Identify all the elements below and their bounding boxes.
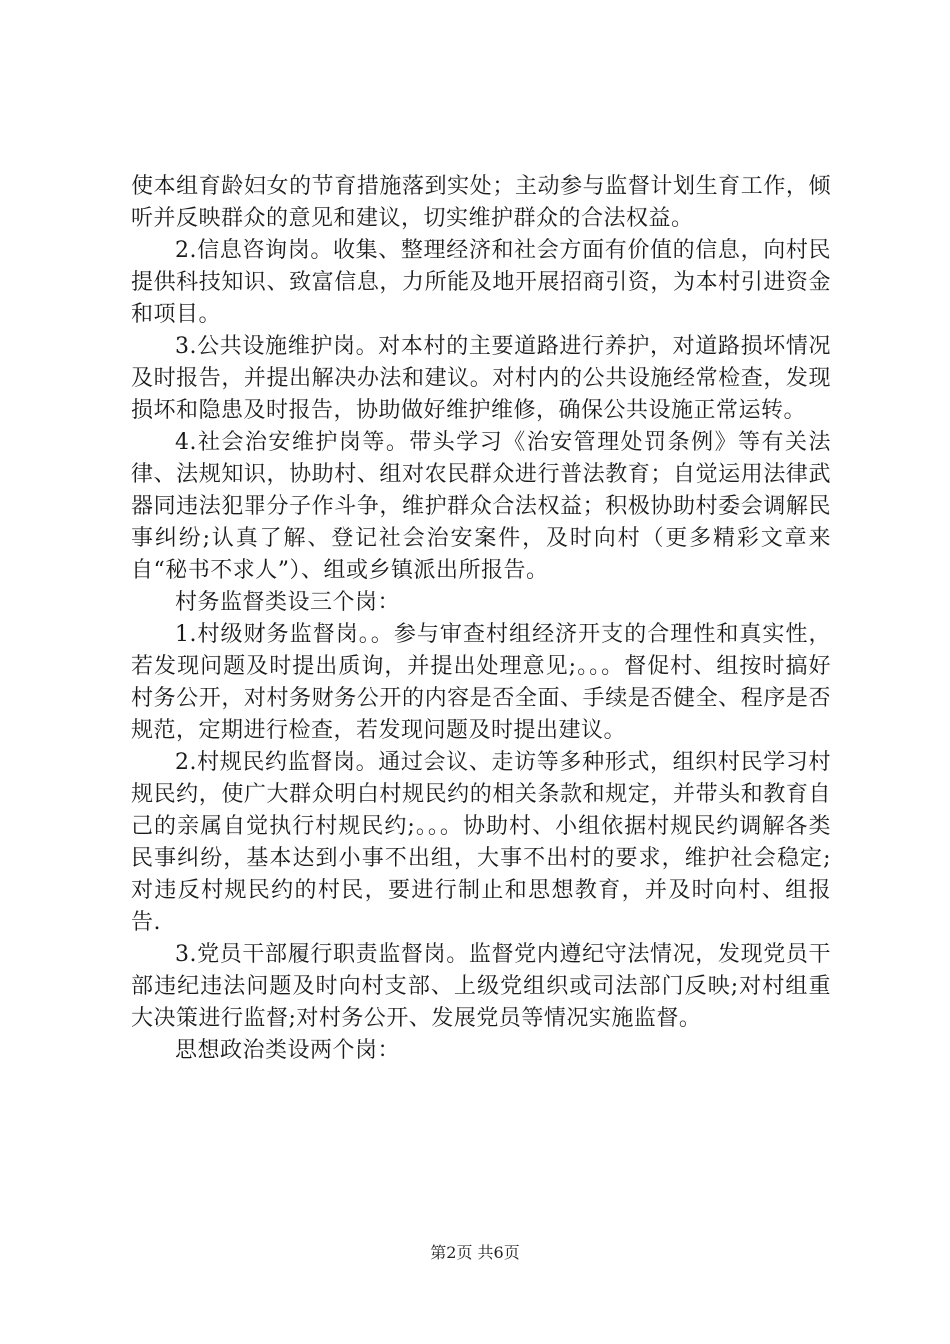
paragraph-finance-supervision-post: 1.村级财务监督岗。。参与审查村组经济开支的合理性和真实性，若发现问题及时提出质询，并提出处理意见;。。。督促村、组按时搞好村务公开，对村务财务公开的内容是否全面、手续是否健全、程序是否规范，定期进行检查，若发现问题及时提出建议。 (131, 622, 831, 743)
paragraph-info-consult-post: 2.信息咨询岗。收集、整理经济和社会方面有价值的信息，向村民提供科技知识、致富信息，力所能及地开展招商引资，为本村引进资金和项目。 (131, 238, 831, 327)
paragraph-continuation: 使本组育龄妇女的节育措施落到实处；主动参与监督计划生育工作，倾听并反映群众的意见和建议，切实维护群众的合法权益。 (131, 174, 831, 231)
paragraph-public-facility-post: 3.公共设施维护岗。对本村的主要道路进行养护，对道路损坏情况及时报告，并提出解决办法和建议。对村内的公共设施经常检查，发现损坏和隐患及时报告，协助做好维护维修，确保公共设施正常运转。 (131, 334, 831, 423)
page-number-footer: 第2页 共6页 (430, 1243, 520, 1262)
paragraph-party-cadre-supervision-post: 3.党员干部履行职责监督岗。监督党内遵纪守法情况，发现党员干部违纪违法问题及时向村支部、上级党组织或司法部门反映;对村组重大决策进行监督;对村务公开、发展党员等情况实施监督。 (131, 942, 831, 1031)
paragraph-ideology-heading: 思想政治类设两个岗： (175, 1038, 401, 1063)
paragraph-village-rules-supervision-post: 2.村规民约监督岗。通过会议、走访等多种形式，组织村民学习村规民约，使广大群众明白村规民约的相关条款和规定，并带头和教育自己的亲属自觉执行村规民约;。。。协助村、小组依据村规民约调解各类民事纠纷，基本达到小事不出组，大事不出村的要求，维护社会稳定;对违反村规民约的村民，要进行制止和思想教育，并及时向村、组报告. (131, 750, 831, 935)
paragraph-village-supervision-heading: 村务监督类设三个岗： (175, 590, 401, 615)
paragraph-public-security-post: 4.社会治安维护岗等。带头学习《治安管理处罚条例》等有关法律、法规知识，协助村、组对农民群众进行普法教育；自觉运用法律武器同违法犯罪分子作斗争，维护群众合法权益；积极协助村委会调解民事纠纷;认真了解、登记社会治安案件，及时向村（更多精彩文章来自“秘书不求人”）、组或乡镇派出所报告。 (131, 430, 831, 583)
document-body (131, 171, 831, 1067)
